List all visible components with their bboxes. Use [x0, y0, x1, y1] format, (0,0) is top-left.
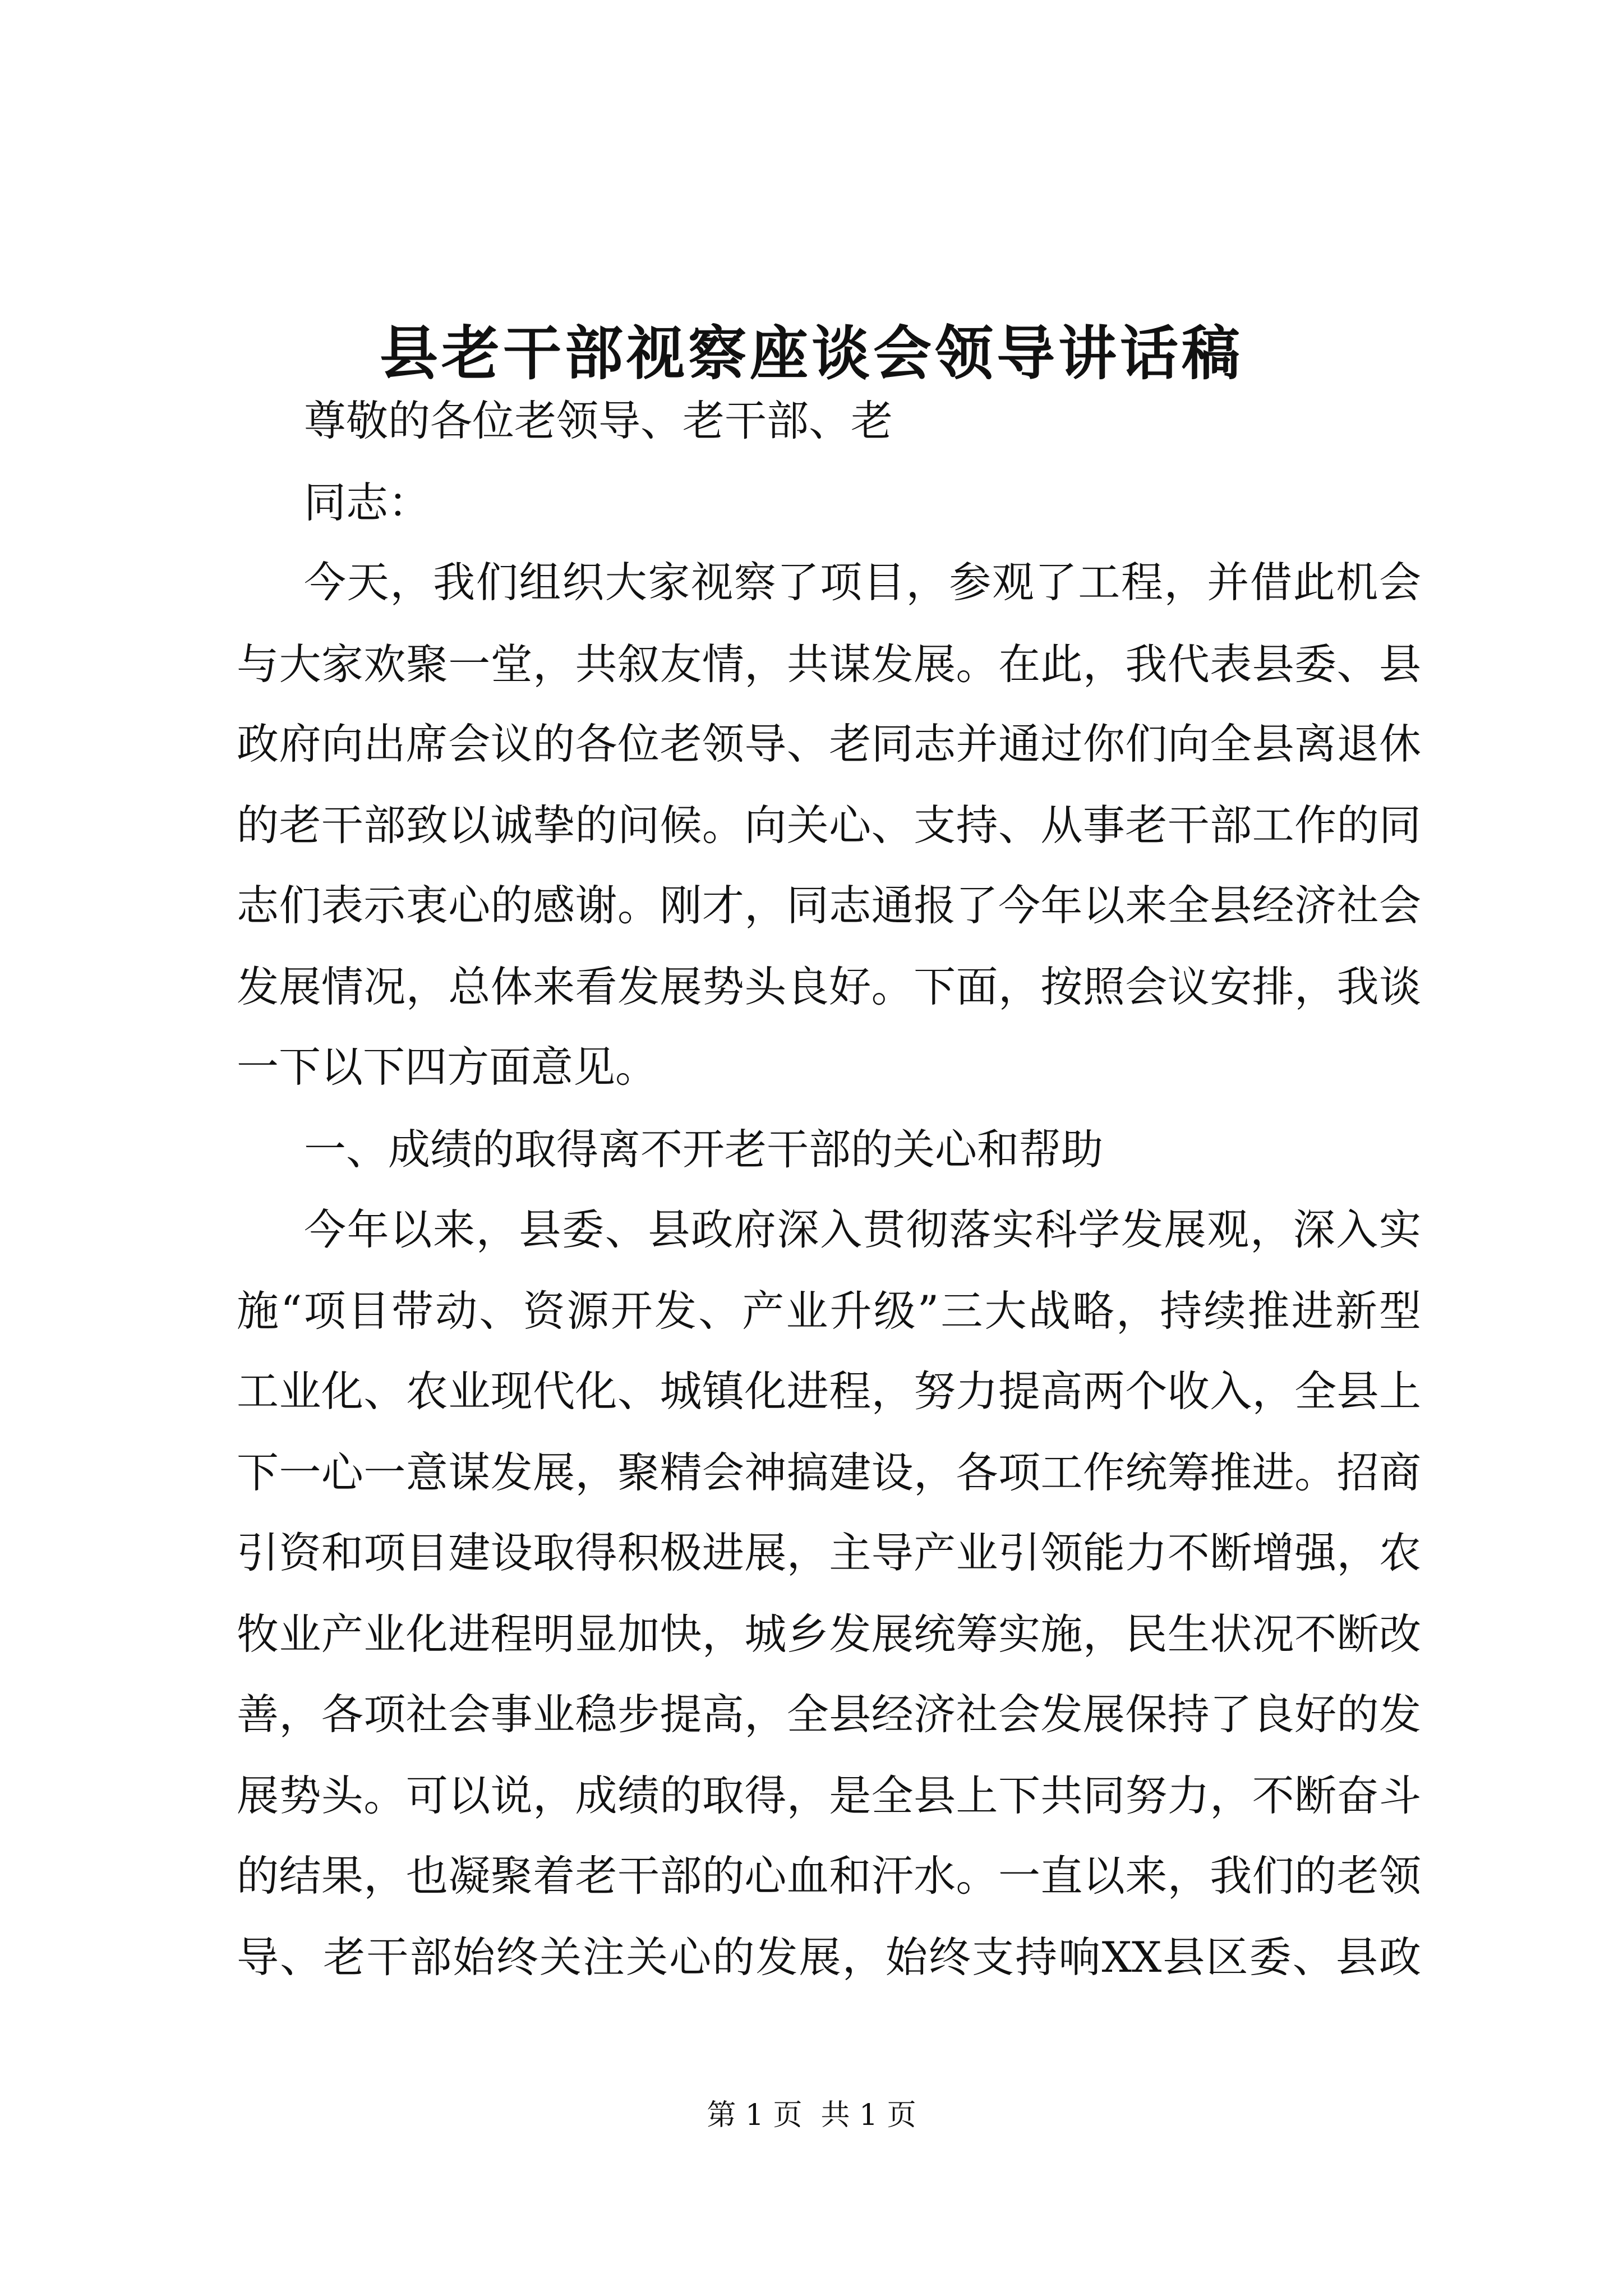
paragraph-line: 工业化、农业现代化、城镇化进程，努力提高两个收入，全县上 [237, 1366, 1421, 1416]
page-footer: 第 1 页 共 1 页 [707, 2099, 916, 2132]
paragraph-line: 发展情况，总体来看发展势头良好。下面，按照会议安排，我谈 [237, 962, 1421, 1011]
paragraph-line: 导、老干部始终关注关心的发展，始终支持响XX县区委、县政 [237, 1932, 1421, 1982]
paragraph-line: 下一心一意谋发展，聚精会神搞建设，各项工作统筹推进。招商 [237, 1448, 1421, 1497]
paragraph-line: 的结果，也凝聚着老干部的心血和汗水。一直以来，我们的老领 [237, 1851, 1421, 1901]
paragraph-line: 牧业产业化进程明显加快，城乡发展统筹实施，民生状况不断改 [237, 1609, 1421, 1659]
paragraph-line: 一下以下四方面意见。 [237, 1042, 658, 1092]
paragraph-line: 的老干部致以诚挚的问候。向关心、支持、从事老干部工作的同 [237, 800, 1421, 850]
paragraph-line: 善，各项社会事业稳步提高，全县经济社会发展保持了良好的发 [237, 1690, 1421, 1739]
paragraph-line: 与大家欢聚一堂，共叙友情，共谋发展。在此，我代表县委、县 [237, 639, 1421, 689]
salutation-line: 尊敬的各位老领导、老干部、老 [304, 396, 893, 445]
paragraph-line: 施“项目带动、资源开发、产业升级”三大战略，持续推进新型 [237, 1286, 1421, 1336]
section-heading: 一、成绩的取得离不开老干部的关心和帮助 [304, 1125, 1104, 1174]
paragraph-line: 政府向出席会议的各位老领导、老同志并通过你们向全县离退休 [237, 719, 1421, 769]
paragraph-line: 展势头。可以说，成绩的取得，是全县上下共同努力，不断奋斗 [237, 1771, 1421, 1820]
paragraph-line: 志们表示衷心的感谢。刚才，同志通报了今年以来全县经济社会 [237, 881, 1421, 930]
paragraph-line: 今天，我们组织大家视察了项目，参观了工程，并借此机会 [304, 558, 1421, 607]
paragraph-line: 今年以来，县委、县政府深入贯彻落实科学发展观，深入实 [304, 1205, 1421, 1254]
salutation-line: 同志： [304, 478, 431, 527]
document-title: 县老干部视察座谈会领导讲话稿 [379, 318, 1243, 388]
paragraph-line: 引资和项目建设取得积极进展，主导产业引领能力不断增强，农 [237, 1528, 1421, 1577]
